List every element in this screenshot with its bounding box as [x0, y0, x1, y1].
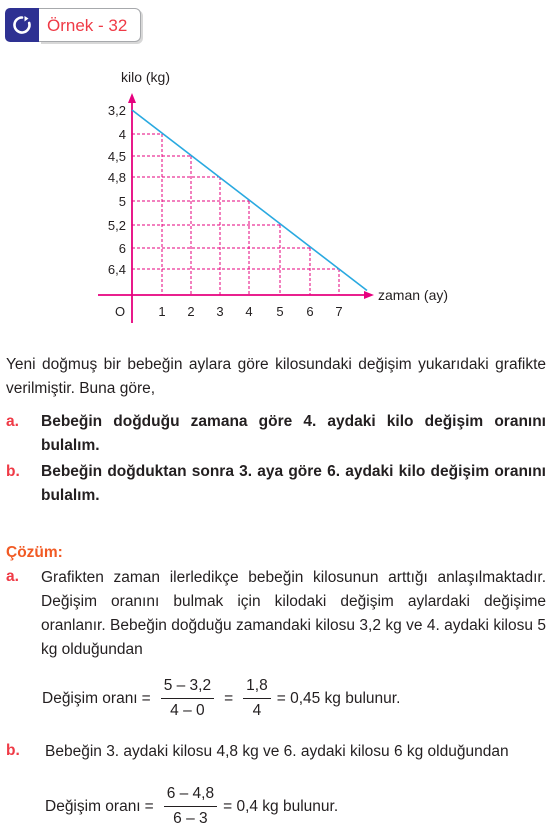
- solution-a-label: a.: [6, 568, 19, 585]
- example-header: [5, 8, 142, 42]
- fraction-a2-numerator: 1,8: [243, 676, 271, 699]
- fraction-a1-denominator: 4 – 0: [170, 702, 205, 719]
- solution-b-label: b.: [6, 742, 20, 759]
- solution-b-equation: [45, 784, 338, 829]
- fraction-b: [164, 784, 217, 829]
- weight-time-chart: [98, 68, 468, 323]
- problem-intro: Yeni doğmuş bir bebeğin aylara göre kilosundaki değişim yukarıdaki grafikte verilmiştir. Buna göre,: [6, 356, 546, 397]
- fraction-a2-denominator: 4: [252, 702, 262, 719]
- x-tick-label: 4: [245, 304, 253, 319]
- x-axis-arrow: [364, 291, 374, 299]
- guide-lines: [132, 134, 339, 295]
- equation-a-result: = 0,45 kg bulunur.: [276, 689, 401, 707]
- x-tick-label: 5: [276, 304, 284, 319]
- fraction-a1-numerator: 5 – 3,2: [161, 676, 214, 699]
- fraction-b-numerator: 6 – 4,8: [164, 784, 217, 807]
- y-tick-label: 3,2: [107, 103, 126, 118]
- x-tick-label: 2: [187, 304, 195, 319]
- y-tick-label: 5: [118, 194, 126, 209]
- y-axis-title: kilo (kg): [121, 69, 171, 85]
- solution-b-text: Bebeğin 3. aydaki kilosu 4,8 kg ve 6. aydaki kilosu 6 kg olduğundan: [45, 743, 509, 760]
- equation-a-equals-2: =: [224, 689, 234, 707]
- x-tick-label: 7: [335, 304, 343, 319]
- example-title: Örnek - 32: [47, 16, 128, 35]
- equation-b-equals: =: [144, 797, 154, 815]
- question-b-label: b.: [6, 463, 20, 480]
- y-tick-label: 5,2: [107, 218, 126, 233]
- question-b-text: Bebeğin doğduktan sonra 3. aya göre 6. aydaki kilo değişim oranını bulalım.: [41, 463, 546, 504]
- x-tick-label: 6: [306, 304, 314, 319]
- question-a-text: Bebeğin doğduğu zamana göre 4. aydaki kilo değişim oranını bulalım.: [41, 413, 546, 454]
- y-axis-arrow: [128, 93, 136, 103]
- solution-a-text: Grafikten zaman ilerledikçe bebeğin kilosunun arttığı anlaşılmaktadır. Değişim oranını bulmak için kilodaki değişim aylardaki değişime oranlanır. Bebeğin doğduğu zamandaki kilosu 3,2 kg ve 4. aydaki kilosu 5 kg olduğundan: [41, 569, 546, 658]
- x-tick-label: 1: [158, 304, 166, 319]
- origin-label: O: [114, 304, 126, 319]
- equation-a-equals: =: [141, 689, 151, 707]
- question-a-label: a.: [6, 413, 19, 430]
- chart-labels: [108, 69, 448, 319]
- y-tick-label: 6: [118, 241, 126, 256]
- x-tick-label: 3: [216, 304, 224, 319]
- example-badge: [5, 8, 39, 42]
- x-axis-title: zaman (ay): [378, 287, 449, 303]
- y-tick-label: 4,5: [107, 149, 126, 164]
- fraction-b-denominator: 6 – 3: [173, 810, 208, 827]
- solution-title: Çözüm:: [6, 544, 63, 561]
- equation-a-prefix: Değişim oranı: [42, 689, 138, 707]
- fraction-a1: [161, 676, 214, 721]
- refresh-icon: [12, 15, 32, 35]
- y-tick-label: 6,4: [107, 262, 126, 277]
- example-label-box: [39, 8, 141, 42]
- chart-axes: [98, 93, 374, 323]
- solution-a-equation: [42, 676, 400, 721]
- y-tick-label: 4,8: [107, 170, 126, 185]
- y-tick-label: 4: [118, 127, 126, 142]
- fraction-a2: [243, 676, 271, 721]
- equation-b-prefix: Değişim oranı: [45, 797, 141, 815]
- equation-b-result: = 0,4 kg bulunur.: [223, 797, 339, 815]
